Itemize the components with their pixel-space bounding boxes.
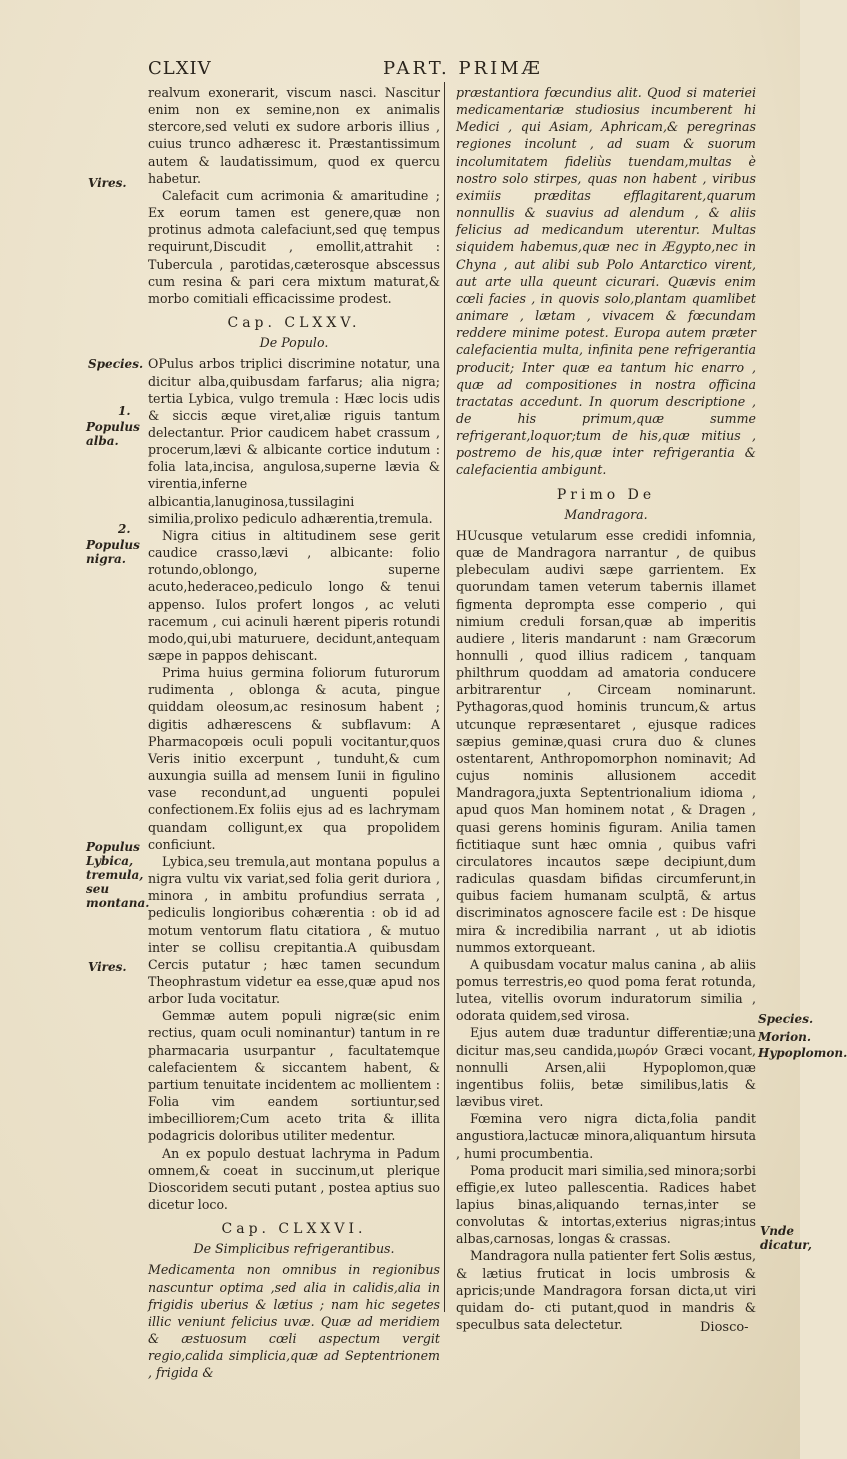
chapter-heading: Cap. CLXXV. xyxy=(227,315,361,332)
paragraph: Fœmina vero nigra dicta,folia pandit angustiora,lactucæ minora,aliquantum hirsuta , humi procumbentia. xyxy=(456,1111,756,1161)
chapter-title: De Populo. xyxy=(259,335,329,351)
paragraph: Nigra citius in altitudinem sese gerit caudice crasso,lævi , albicante: folio rotundo,oblongo, superne acuto,hederaceo,pediculo longo & tenui appenso. Iulos profert longos , ac veluti racemum , cui acinuli hærent piperis rotundi modo,qui,ubi maturuere, decidunt,antequam sæpe in pappos dehiscant. xyxy=(148,527,440,663)
margin-note: Populus nigra. xyxy=(86,538,140,566)
margin-note: Populus alba. xyxy=(86,420,140,448)
paragraph: A quibusdam vocatur malus canina , ab aliis pomus terrestris,eo quod poma ferat rotunda, lutea, vitellis ovorum induratorum similia , odorata quidem,sed virosa. xyxy=(456,956,756,1024)
right-column xyxy=(456,84,756,1333)
left-column xyxy=(148,84,440,1382)
chapter-heading: Cap. CLXXVI. xyxy=(221,1221,367,1238)
chapter-title: Mandragora. xyxy=(564,506,648,522)
paragraph: Prima huius germina foliorum futurorum rudimenta , oblonga & acuta, pingue quiddam oleosum,ac resinosum habent ; digitis adhærescens & subflavum: A Pharmacopœis oculi populi vocitantur,quos Veris initio excerpunt , tunduht,& cum auxungia suilla ad mensem Iunii in figulino vase recondunt,ad unguenti populei confectionem.Ex foliis ejus ad es lachrymam quandam colligunt,ex qua propolidem conficiunt. xyxy=(148,665,440,852)
margin-note: Vires. xyxy=(88,960,127,974)
paragraph: realvum exonerarit, viscum nasci. Nascitur enim non ex semine,non ex animalis stercore,sed veluti ex sudore arboris illius , cuius trunco adhæresc it. Præstantissimum autem & laudatissimum, quod ex quercu habetur. xyxy=(148,85,440,186)
margin-note: Species. xyxy=(88,357,144,371)
paragraph: Medicamenta non omnibus in regionibus nascuntur optima ,sed alia in calidis,alia in frigidis uberius & lætius ; nam hic segetes illic veniunt felicius uvæ. Quæ ad meridiem & æstuosum cœli aspectum vergit regio,calida simplicia,quæ ad Septentrionem , frigida & xyxy=(148,1262,440,1381)
paragraph: Ejus autem duæ traduntur differentiæ;una dicitur mas,seu candida,μωρόν Græci vocant, nonnulli Arsen,alii Hypoplomon,quæ ingentibus foliis, betæ similibus,latis & lævibus viret. xyxy=(456,1025,756,1110)
paragraph: An ex populo destuat lachryma in Padum omnem,& coeat in succinum,ut plerique Dioscoridem secuti putant , postea aptius suo dicetur loco. xyxy=(148,1145,440,1212)
catchword: Diosco- xyxy=(700,1320,749,1335)
paragraph: Poma producit mari similia,sed minora;sorbi effigie,ex luteo pallescentia. Radices habet lapius binas,aliquando ternas,inter se convolutas & intortas,exterius nigras;intus albas,carnosas, longas & crassas. xyxy=(456,1162,756,1247)
margin-note: 1. xyxy=(118,404,131,418)
margin-note: Morion. xyxy=(758,1030,812,1044)
paragraph: Lybica,seu tremula,aut montana populus a nigra vultu vix variat,sed folia gerit duriora , minora , in ambitu profundius serrata , pediculis longioribus cohærentia : ob id ad motum ventorum flatu citatiora , & mutuo inter se collisu crepitantia.A quibusdam Cercis putatur ; hæc tamen secundum Theophrastum videtur ea esse,quæ apud nos arbor Iuda vocitatur. xyxy=(148,853,440,1007)
chapter-heading: Primo De xyxy=(556,486,656,503)
margin-note: 2. xyxy=(118,522,131,536)
running-title: PART. PRIMÆ xyxy=(383,58,543,79)
margin-note: Populus Lybica, tremula, seu montana. xyxy=(86,840,150,910)
paragraph: præstantiora fœcundius alit. Quod si materiei medicamentariæ studiosius incumberent hi Medici , qui Asiam, Aphricam,& peregrinas regiones incolunt , ad suam & suorum incolumitatem fideliùs tuendam,multas è nostro solo stirpes, quas non habent , viribus eximiis præditas efflagitarent,quarum nonnullis & suavius ad alendum , & aliis felicius ad medicandum uterentur. Multas siquidem habemus,quæ nec in Ægypto,nec in Chyna , aut alibi sub Polo Antarctico virent, aut arte ulla queunt cicurari. Quævis enim cœli facies , in quovis solo,plantam quamlibet animare , lætam , vivacem & fœcundam reddere minime potest. Europa autem præter calefacientia multa, infinita pene refrigerantia producit; Inter quæ ea tantum hic enarro , quæ ad compositiones in nostra officina tractatas accedunt. In quorum descriptione , de his primum,quæ summe refrigerant,loquor;tum de his,quæ mitius , postremo de his,quæ inter refrigerantia & calefacientia ambigunt. xyxy=(456,85,756,478)
folio-number: CLXIV xyxy=(148,58,212,79)
paragraph: HUcusque vetularum esse credidi infomnia, quæ de Mandragora narrantur , de quibus plebeculam audivi sæpe garrientem. Ex quorundam tamen veterum tabernis illamet figmenta deprompta esse comperio , qui nimium creduli forsan,quæ ab imperitis audiere , literis mandarunt : nam Græcorum honnulli , quod illius radicem , tanquam philthrum quoddam ad amatoria conducere arbitrarentur , Circeam nominarunt. Pythagoras,quod hominis truncum,& artus utcunque repræsentaret , ejusque radices sæpius geminæ,quasi crura duo & clunes ostentarent, Anthropomorphon nominavit; Ad cujus nominis allusionem accedit Mandragora,juxta Septentrionalium idioma , apud quos Man hominem notat , & Dragen , quasi gerens hominis figuram. Anilia tamen fictitiaque sunt hæc omnia , quibus vafri circulatores incautos sæpe decipiunt,dum radiculas quasdam bifidas circumferunt,in quibus faciem humanam sculptã, & artus discriminatos agnoscere facile est : De hisque mira & incredibilia narrant , ut ab idiotis nummos extorqueant. xyxy=(456,527,756,955)
chapter-title: De Simplicibus refrigerantibus. xyxy=(193,1241,395,1257)
margin-note: Vnde dicatur, xyxy=(760,1224,812,1252)
column-divider xyxy=(444,82,449,1312)
margin-note: Species. xyxy=(758,1012,814,1026)
margin-note: Hypoplomon. xyxy=(758,1046,847,1060)
paragraph: OPulus arbos triplici discrimine notatur, una dicitur alba,quibusdam farfarus; alia nigra; tertia Lybica, vulgo tremula : Hæc locis udis & siccis æque viret,aliæ riguis tantum delectantur. Prior caudicem habet crassum , procerum,lævi & albicante cortice indutum : folia lata,incisa, angulosa,superne lævia & virentia,inferne albicantia,lanuginosa,tussilagini similia,prolixo pediculo adhærentia,tremula. xyxy=(148,356,440,526)
page-header xyxy=(148,58,768,82)
paragraph: Mandragora nulla patienter fert Solis æstus, & lætius fruticat in locis umbrosis & apricis;unde Mandragora forsan dicta,ut viri quidam do- cti putant,quod in mandris & speculbus sata delectetur. xyxy=(456,1248,756,1333)
paragraph: Gemmæ autem populi nigræ(sic enim rectius, quam oculi nominantur) tantum in re pharmacaria usurpantur , facultatemque calefacientem & siccantem habent, & partium tenuitate incidentem ac mollientem : Folia vim eandem sortiuntur,sed imbecilliorem;Cum aceto trita & illita podagricis doloribus utiliter medentur. xyxy=(148,1008,440,1144)
margin-note: Vires. xyxy=(88,176,127,190)
paragraph: Calefacit cum acrimonia & amaritudine ; Ex eorum tamen est genere,quæ non protinus admota calefaciunt,sed quę tempus requirunt,Discudit , emollit,attrahit : Tubercula , parotidas,cæterosque abscessus cum resina & pari cera mixtum maturat,& morbo comitiali efficacissime prodest. xyxy=(148,187,440,306)
